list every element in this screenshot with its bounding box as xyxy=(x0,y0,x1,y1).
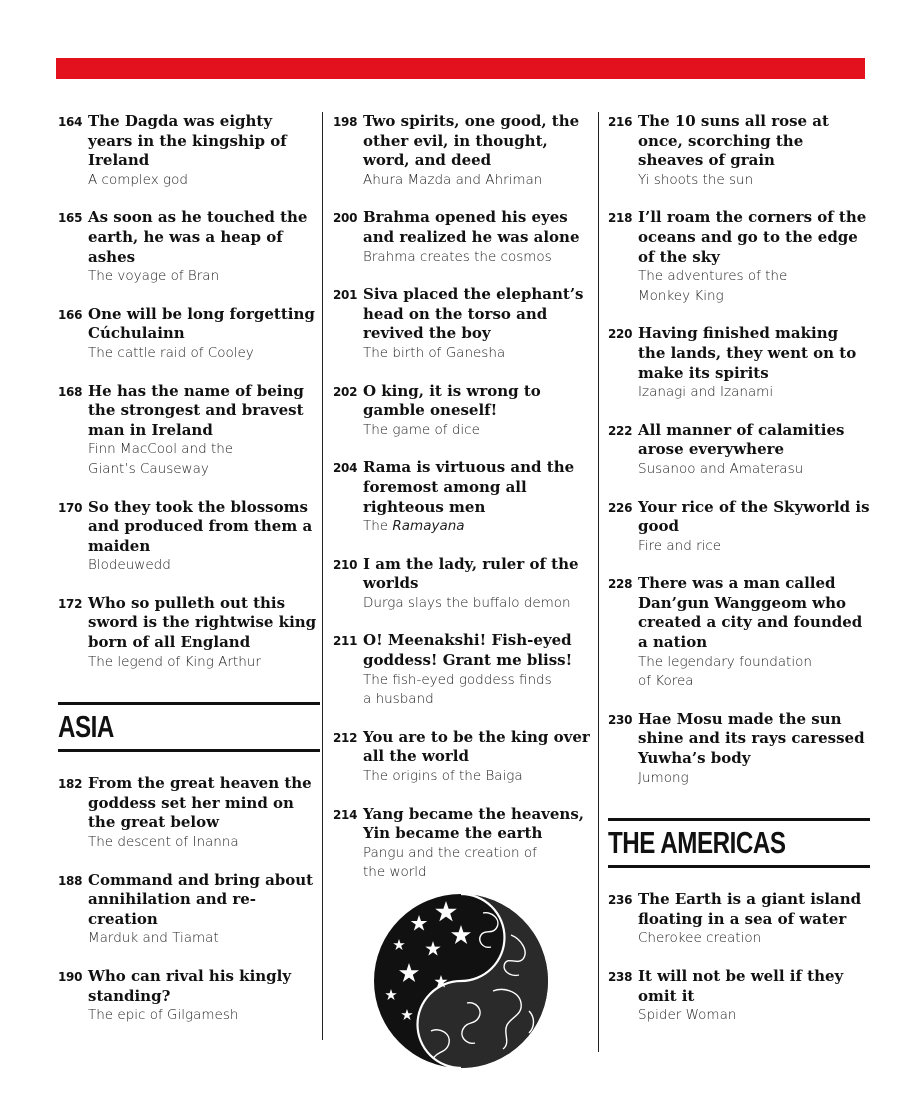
toc-entry[interactable] xyxy=(58,967,320,1026)
entry-subtitle: Susanoo and Amaterasu xyxy=(638,460,804,477)
toc-entry[interactable] xyxy=(333,631,598,709)
toc-entry[interactable] xyxy=(333,382,598,441)
page-number: 190 xyxy=(58,970,83,984)
entry-subtitle-prefix: The xyxy=(363,518,393,535)
entry-subtitle: The game of dice xyxy=(363,421,480,438)
entry-title: Who so pulleth out this sword is the rightwise king born of all England xyxy=(88,593,317,652)
page-number: 200 xyxy=(333,211,358,226)
entry-title: I am the lady, ruler of the worlds xyxy=(363,554,579,593)
page-number: 165 xyxy=(58,211,83,226)
entry-title: O! Meenakshi! Fish-eyed goddess! Grant me bliss! xyxy=(363,631,573,670)
entry-title: Brahma opened his eyes and realized he was alone xyxy=(363,208,580,246)
column-divider xyxy=(598,112,599,1052)
entry-title: All manner of calamities arose everywhere xyxy=(638,420,845,459)
page-number: 204 xyxy=(333,461,358,476)
column-divider xyxy=(322,112,323,1040)
entry-subtitle: The fish-eyed goddess finds a husband xyxy=(363,671,552,708)
entry-title: The 10 suns all rose at once, scorching the sheaves of grain xyxy=(638,112,829,170)
entry-subtitle: Fire and rice xyxy=(638,537,722,554)
entry-subtitle: The origins of the Baiga xyxy=(363,768,523,785)
red-header-bar xyxy=(56,58,865,79)
entry-subtitle: Ahura Mazda and Ahriman xyxy=(363,171,543,188)
entry-title: Yang became the heavens, Yin became the earth xyxy=(363,804,585,843)
entry-title: From the great heaven the goddess set her mind on the great below xyxy=(88,774,312,832)
toc-entry[interactable] xyxy=(58,871,320,949)
contents-column-3 xyxy=(608,112,870,1044)
entry-title: One will be long forgetting Cúchulainn xyxy=(88,304,315,343)
toc-entry[interactable] xyxy=(333,208,598,267)
entry-subtitle: Brahma creates the cosmos xyxy=(363,248,552,265)
page-number: 226 xyxy=(608,500,633,515)
entry-subtitle: The voyage of Bran xyxy=(88,268,220,285)
page-number: 170 xyxy=(58,500,83,515)
section-header-asia xyxy=(58,702,320,752)
entry-title: You are to be the king over all the world xyxy=(363,727,590,766)
page-number: 216 xyxy=(608,115,633,129)
toc-entry[interactable] xyxy=(58,112,320,190)
toc-entry[interactable] xyxy=(608,324,870,402)
contents-column-2 xyxy=(333,112,598,1071)
page-number: 211 xyxy=(333,634,358,649)
entry-title: He has the name of being the strongest and bravest man in Ireland xyxy=(88,381,304,439)
entry-title: Having finished making the lands, they went on to make its spirits xyxy=(638,324,857,382)
toc-entry[interactable] xyxy=(608,710,870,788)
toc-entry[interactable] xyxy=(58,208,320,286)
page-number: 182 xyxy=(58,777,83,792)
page-number: 210 xyxy=(333,557,358,572)
section-title: THE AMERICAS xyxy=(608,825,786,861)
entry-subtitle: The legendary foundation of Korea xyxy=(638,653,812,690)
entry-subtitle: Blodeuwedd xyxy=(88,557,171,574)
entry-subtitle-italic: Ramayana xyxy=(392,518,465,535)
entry-subtitle: Jumong xyxy=(638,769,689,786)
page-number: 168 xyxy=(58,384,83,399)
page-number: 212 xyxy=(333,730,358,745)
contents-column-1 xyxy=(58,112,320,1044)
entry-title: As soon as he touched the earth, he was a heap of ashes xyxy=(88,208,308,266)
entry-title: Command and bring about annihilation and re-creation xyxy=(88,870,314,928)
entry-subtitle: Pangu and the creation of the world xyxy=(363,844,537,881)
toc-entry[interactable] xyxy=(608,967,870,1026)
page-number: 218 xyxy=(608,211,633,226)
page-number: 172 xyxy=(58,596,83,611)
toc-entry[interactable] xyxy=(333,805,598,883)
page-number: 214 xyxy=(333,807,358,822)
entry-title: Your rice of the Skyworld is good xyxy=(638,497,870,536)
toc-entry[interactable] xyxy=(333,728,598,787)
page-number: 230 xyxy=(608,712,633,727)
toc-entry[interactable] xyxy=(333,285,598,363)
page-number: 222 xyxy=(608,423,633,438)
entry-subtitle: Yi shoots the sun xyxy=(638,171,754,188)
page-number: 220 xyxy=(608,327,633,342)
section-title: ASIA xyxy=(58,709,114,745)
toc-entry[interactable] xyxy=(333,112,598,190)
toc-entry[interactable] xyxy=(58,498,320,576)
toc-entry[interactable] xyxy=(333,555,598,614)
page-number: 164 xyxy=(58,115,83,129)
entry-subtitle: Durga slays the buffalo demon xyxy=(363,594,571,611)
entry-subtitle: The legend of King Arthur xyxy=(88,653,261,670)
entry-title: Who can rival his kingly standing? xyxy=(88,967,292,1005)
toc-entry[interactable] xyxy=(58,382,320,480)
toc-entry[interactable] xyxy=(608,574,870,692)
page-number: 236 xyxy=(608,893,633,908)
toc-entry[interactable] xyxy=(608,890,870,949)
toc-entry[interactable] xyxy=(608,208,870,306)
toc-entry[interactable] xyxy=(608,112,870,190)
entry-title: So they took the blossoms and produced from them a maiden xyxy=(88,497,313,555)
entry-subtitle: The adventures of the Monkey King xyxy=(638,268,788,304)
section-rule xyxy=(58,749,320,752)
yin-yang-stars-earth-icon xyxy=(371,891,551,1071)
entry-subtitle: The descent of Inanna xyxy=(88,834,239,851)
entry-subtitle: Izanagi and Izanami xyxy=(638,384,774,401)
entry-title: There was a man called Dan’gun Wanggeom who created a city and founded a nation xyxy=(638,574,863,652)
entry-subtitle: A complex god xyxy=(88,171,188,188)
entry-subtitle: Finn MacCool and the Giant’s Causeway xyxy=(88,441,234,477)
page-number: 198 xyxy=(333,115,358,129)
entry-title: Siva placed the elephant’s head on the torso and revived the boy xyxy=(363,285,584,343)
entry-title: It will not be well if they omit it xyxy=(638,967,844,1005)
entry-title: Hae Mosu made the sun shine and its rays caressed Yuwha’s body xyxy=(638,709,865,768)
entry-subtitle: The cattle raid of Cooley xyxy=(88,344,254,361)
entry-subtitle: The epic of Gilgamesh xyxy=(88,1007,239,1024)
entry-subtitle: Spider Woman xyxy=(638,1007,737,1024)
toc-entry[interactable] xyxy=(58,305,320,364)
entry-title: The Dagda was eighty years in the kingship of Ireland xyxy=(88,112,287,170)
entry-subtitle: The birth of Ganesha xyxy=(363,344,506,361)
entry-title: Two spirits, one good, the other evil, in thought, word, and deed xyxy=(363,112,580,170)
entry-subtitle: Marduk and Tiamat xyxy=(88,930,219,947)
toc-entry[interactable] xyxy=(608,498,870,557)
entry-title: Rama is virtuous and the foremost among all righteous men xyxy=(363,458,575,516)
toc-entry[interactable] xyxy=(333,458,598,536)
page-number: 201 xyxy=(333,288,358,303)
entry-subtitle: Cherokee creation xyxy=(638,930,762,947)
entry-title: The Earth is a giant island floating in a sea of water xyxy=(638,890,862,928)
toc-entry[interactable] xyxy=(608,421,870,480)
entry-subtitle xyxy=(363,517,598,537)
page-number: 228 xyxy=(608,577,633,592)
page-number: 166 xyxy=(58,307,83,322)
toc-entry[interactable] xyxy=(58,774,320,852)
page-number: 238 xyxy=(608,970,633,984)
page-number: 188 xyxy=(58,873,83,888)
section-rule xyxy=(608,865,870,868)
section-header-americas xyxy=(608,818,870,868)
entry-title: I’ll roam the corners of the oceans and go to the edge of the sky xyxy=(638,208,867,266)
entry-title: O king, it is wrong to gamble oneself! xyxy=(363,381,541,420)
toc-entry[interactable] xyxy=(58,594,320,672)
page-number: 202 xyxy=(333,384,358,399)
